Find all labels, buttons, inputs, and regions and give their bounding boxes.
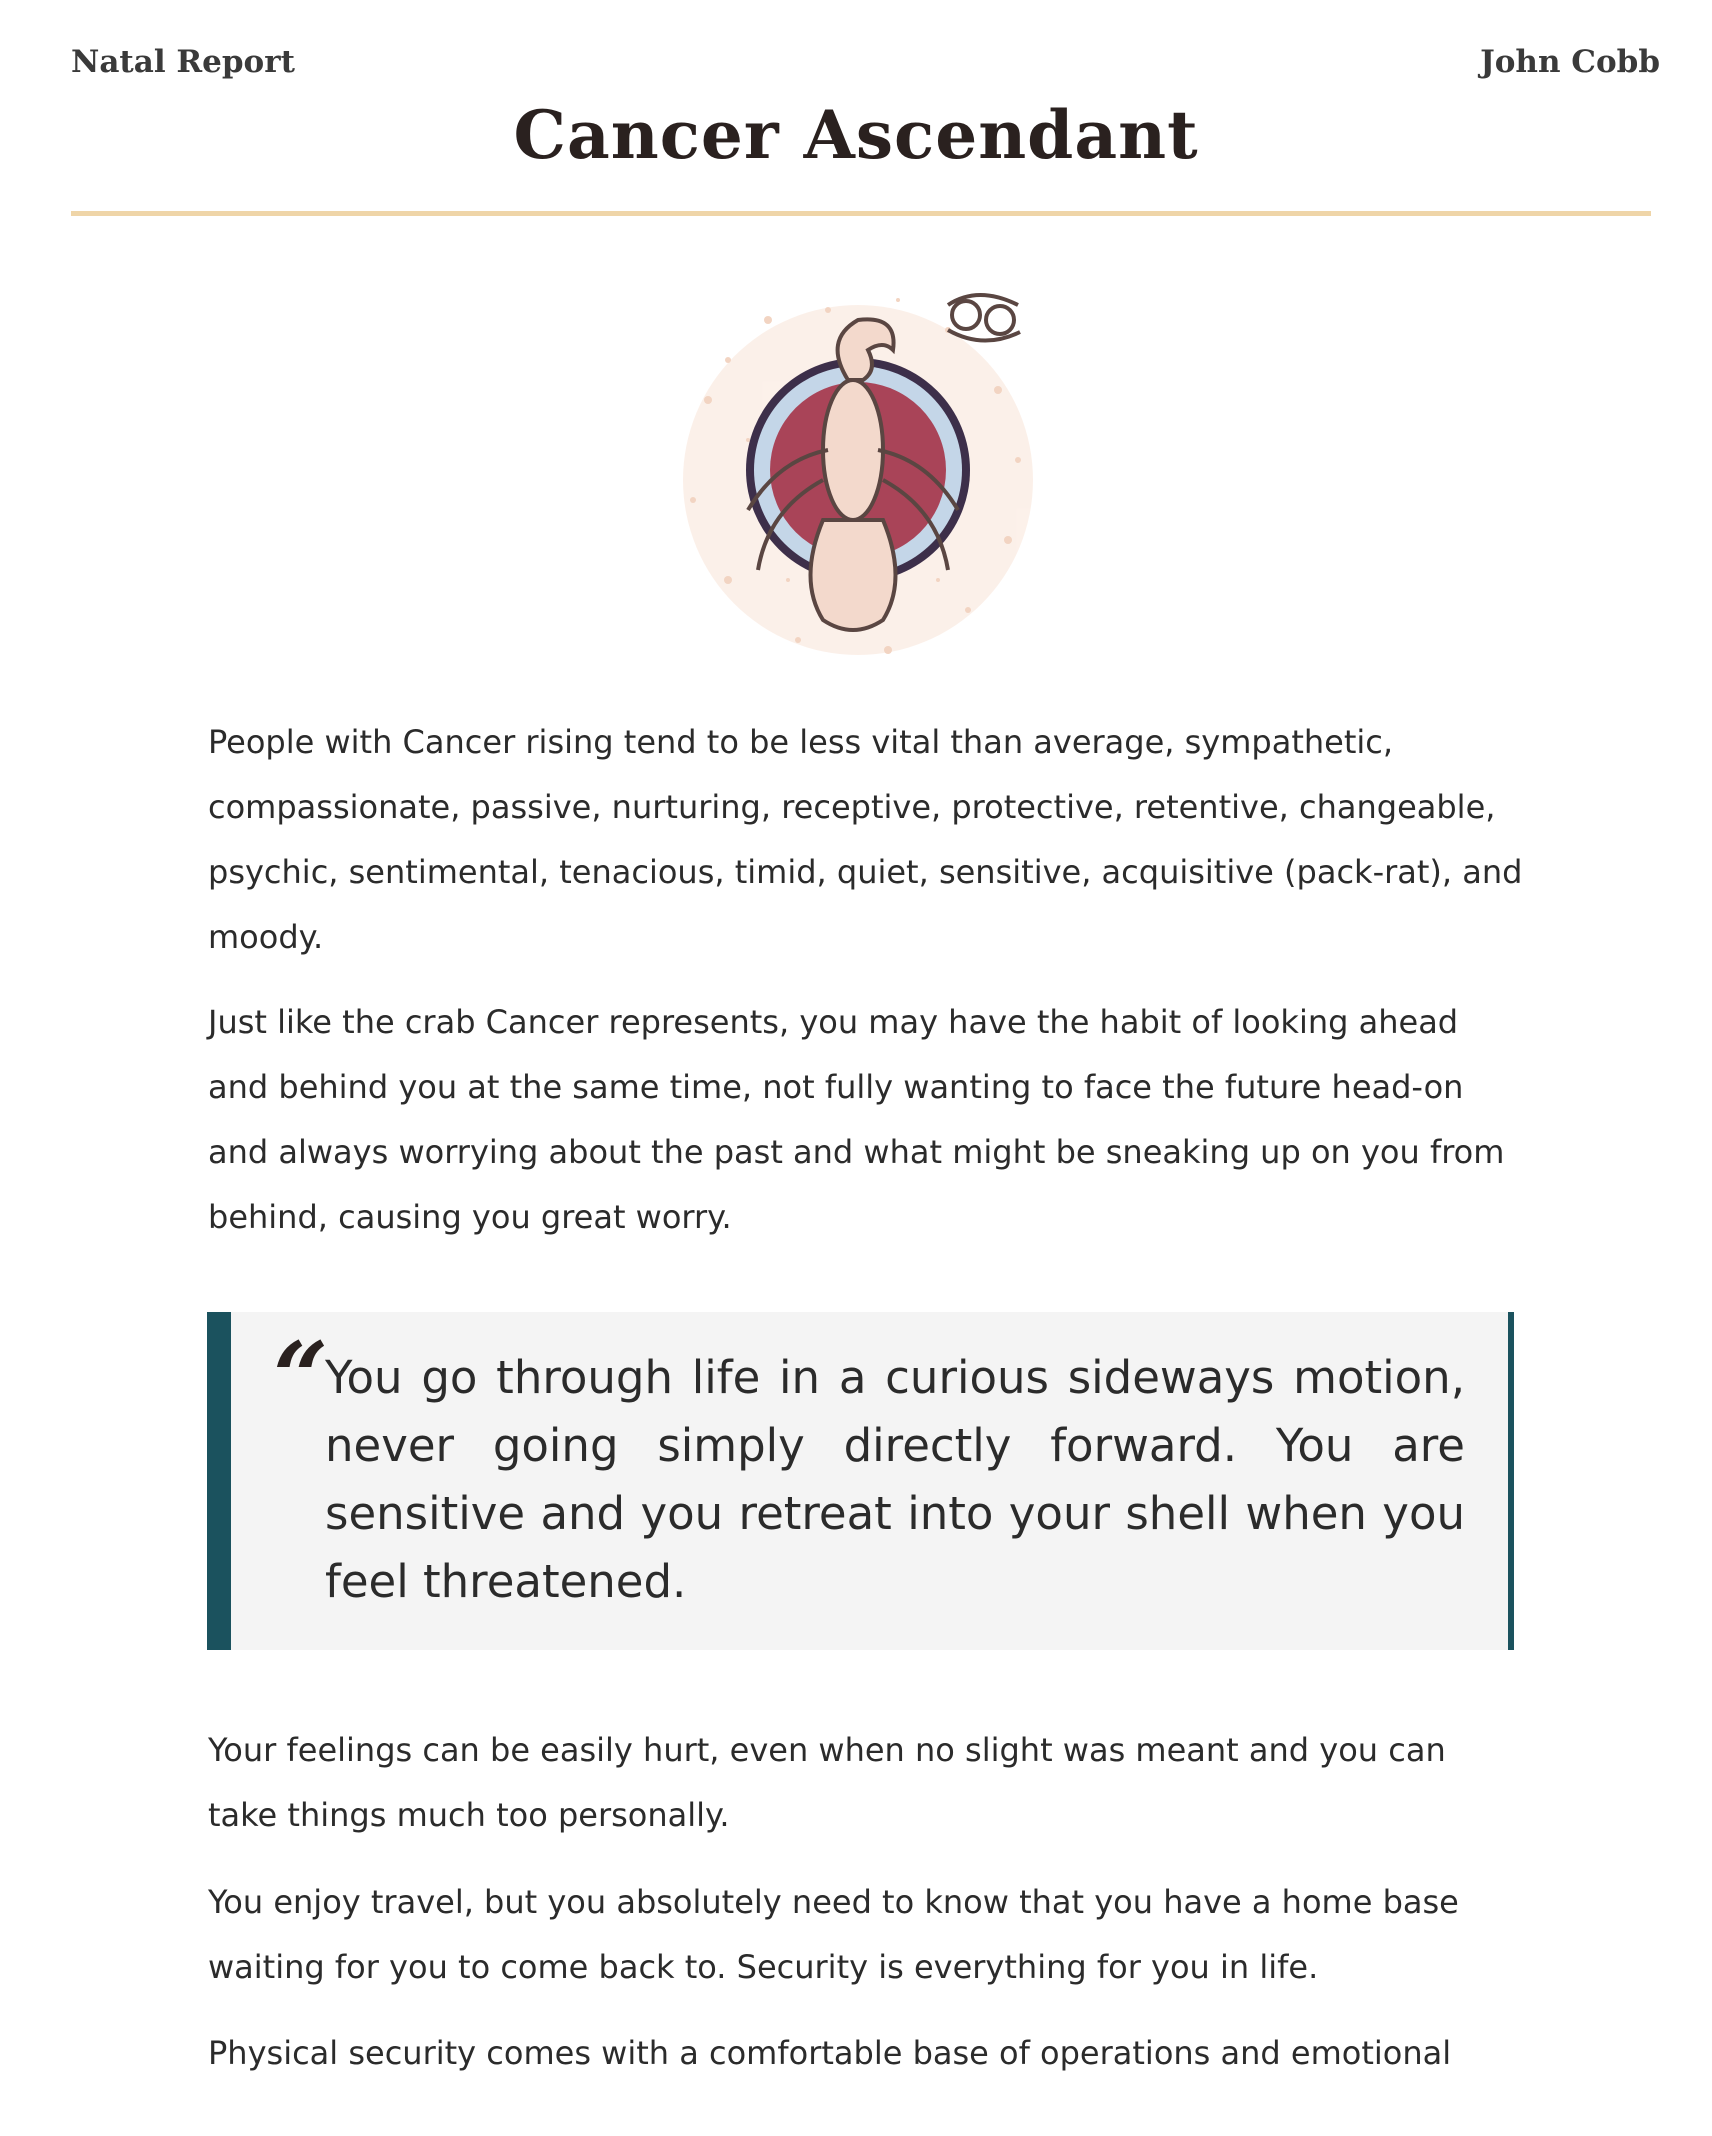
pull-quote [207, 1312, 1514, 1650]
cancer-zodiac-emblem [648, 280, 1068, 670]
quote-mark-icon: “ [273, 1321, 329, 1434]
paragraph-2: Just like the crab Cancer represents, you may have the habit of looking ahead and behind you at the same time, not fully wanting to face the future head-on and always worrying about the past and what might be sneaking up on you from behind, causing you great worry. [208, 1003, 1505, 1236]
paragraph-4: You enjoy travel, but you absolutely need to know that you have a home base waiting for you to come back to. Security is everything for you in life. [208, 1883, 1459, 1986]
person-name: John Cobb [1480, 44, 1660, 80]
paragraph-1: People with Cancer rising tend to be less vital than average, sympathetic, compassionate, passive, nurturing, receptive, protective, retentive, changeable, psychic, sentimental, tenacious, timid, quiet, sensitive, acquisitive (pack-rat), and moody. [208, 723, 1523, 956]
page-title: Cancer Ascendant [513, 96, 1199, 174]
paragraph-3: Your feelings can be easily hurt, even when no slight was meant and you can take things much too personally. [208, 1731, 1446, 1834]
cancer-crab-icon [648, 280, 1068, 670]
report-label: Natal Report [71, 44, 295, 80]
quote-text: You go through life in a curious sideways motion, never going simply directly forward. You are sensitive and you retreat into your shell when you feel threatened. [325, 1351, 1465, 1608]
title-divider [71, 211, 1651, 216]
paragraph-5: Physical security comes with a comfortable base of operations and emotional [208, 2034, 1452, 2072]
